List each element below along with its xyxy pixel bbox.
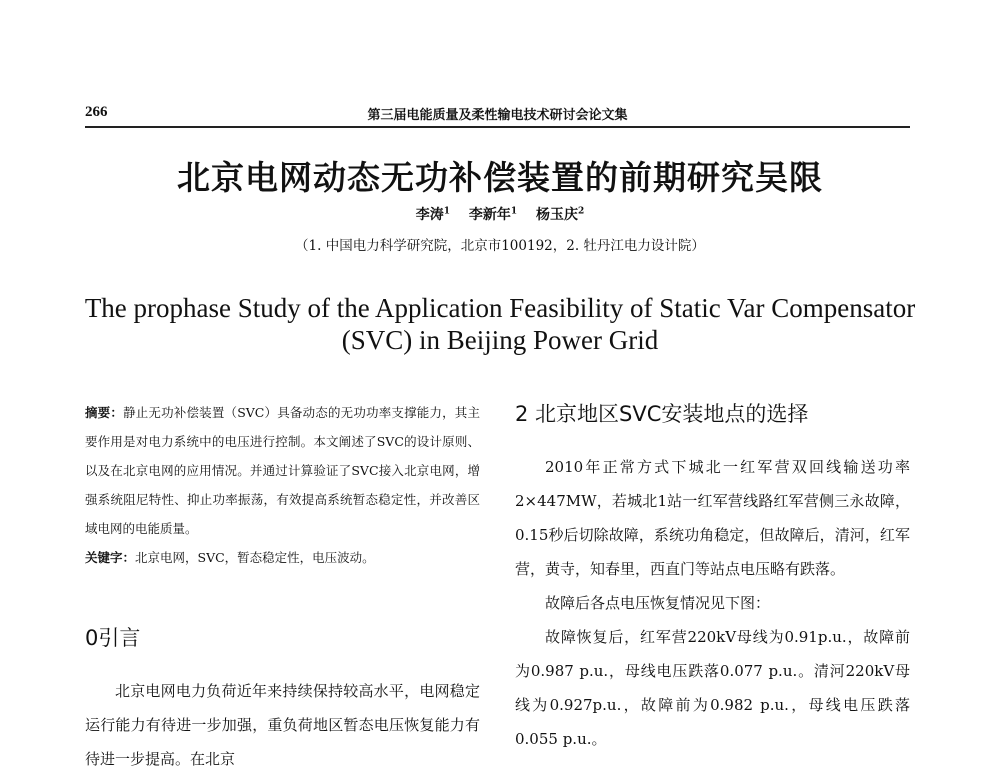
affiliation: （1. 中国电力科学研究院，北京市100192，2. 牡丹江电力设计院）: [295, 238, 705, 254]
paragraph: 故障后各点电压恢复情况见下图：: [545, 594, 771, 612]
page-number: 266: [85, 104, 108, 120]
keywords-text: 北京电网，SVC，暂态稳定性，电压波动。: [135, 550, 375, 565]
abstract-text: 静止无功补偿装置（SVC）具备动态的无功功率支撑能力，其主要作用是对电力系统中的电压进行控制。本文阐述了SVC的设计原则、以及在北京电网的应用情况。并通过计算验证了SVC接入北京电网，增强系统阻尼特性、抑止功率振荡，有效提高系统暂态稳定性，并改善区域电网的电能质量。: [85, 405, 480, 536]
section-heading-svc-location: 2 北京地区SVC安装地点的选择: [515, 402, 809, 426]
abstract-label: 摘要：: [85, 405, 124, 420]
paragraph: 故障恢复后，红军营220kV母线为0.91p.u.，故障前为0.987 p.u.，母线电压跌落0.077 p.u.。清河220kV母线为0.927p.u.，故障前为0.982 p.u.，母线电压跌落0.055 p.u.。: [515, 628, 910, 748]
proceedings-title: 第三届电能质量及柔性输电技术研讨会论文集: [367, 108, 628, 123]
section-svc-location-text: [515, 450, 910, 756]
keywords: [85, 543, 480, 572]
running-header: [85, 100, 910, 128]
author-list: [0, 204, 1000, 224]
paper-title-english: The prophase Study of the Application Feasibility of Static Var Compensator (SVC) in Beijing Power Grid: [84, 293, 916, 355]
section-heading-introduction: 0引言: [85, 626, 141, 650]
paragraph: 2010年正常方式下城北一红军营双回线输送功率2×447MW，若城北1站一红军营线路红军营侧三永故障，0.15秒后切除故障，系统功角稳定，但故障后，清河，红军营，黄寺，知春里，西直门等站点电压略有跌落。: [515, 458, 910, 578]
author: 李涛$^1$: [415, 206, 450, 223]
abstract-paragraph: [85, 398, 480, 543]
author: 李新年$^1$: [468, 206, 518, 223]
author: 杨玉庆$^2$: [536, 206, 585, 223]
abstract: [85, 398, 480, 572]
section-introduction-text: 北京电网电力负荷近年来持续保持较高水平，电网稳定运行能力有待进一步加强，重负荷地区暂态电压恢复能力有待进一步提高。在北京: [85, 682, 480, 768]
keywords-label: 关键字：: [85, 550, 136, 565]
paper-title-chinese: 北京电网动态无功补偿装置的前期研究吴限: [177, 158, 823, 197]
